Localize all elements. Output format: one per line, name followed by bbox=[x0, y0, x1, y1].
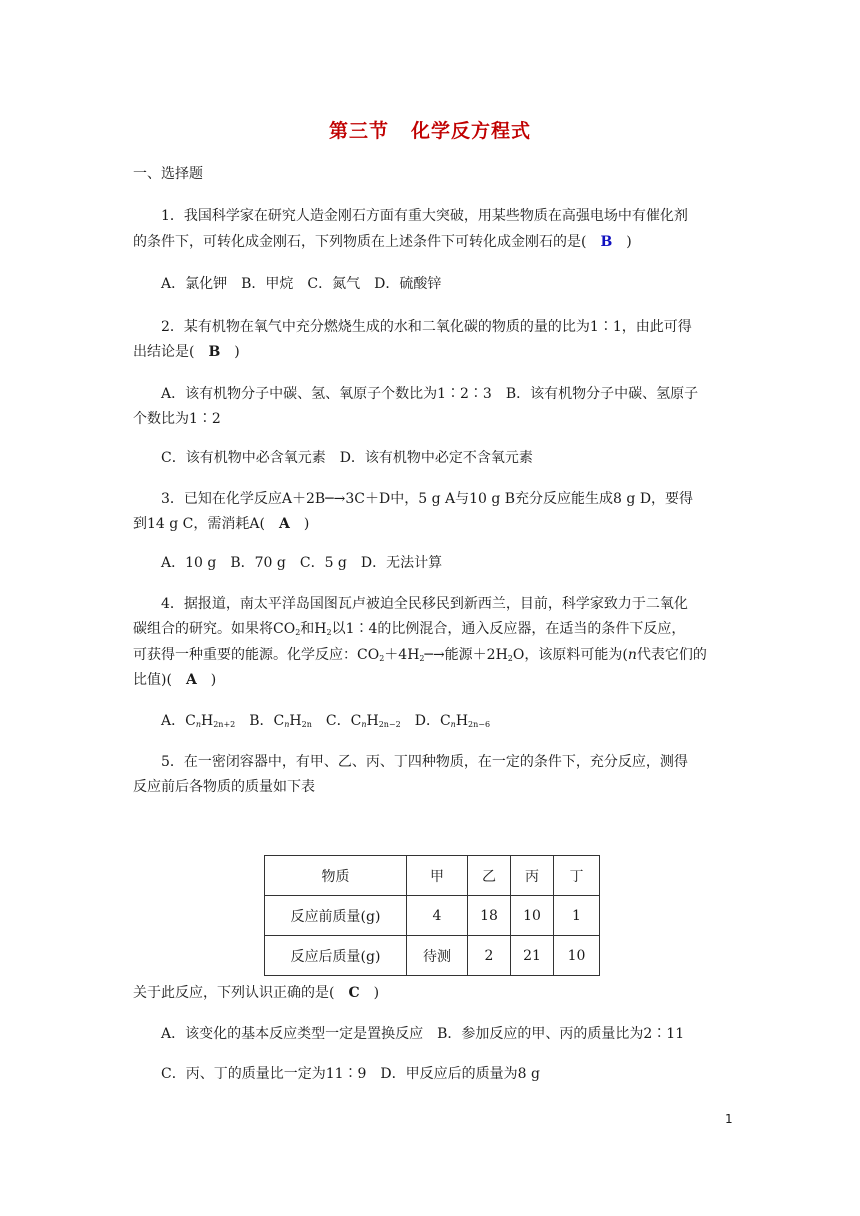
table-cell: 待测 bbox=[407, 936, 468, 976]
table-cell: 21 bbox=[511, 936, 554, 976]
question-5-option-cd: C．丙、丁的质量比一定为11∶9 D．甲反应后的质量为8 g bbox=[161, 1066, 540, 1082]
table-cell: 反应后质量(g) bbox=[265, 936, 407, 976]
question-2-option-ab-cont: 个数比为1∶2 bbox=[133, 411, 221, 427]
table-row bbox=[265, 896, 600, 936]
table-cell: 4 bbox=[407, 896, 468, 936]
question-3-stem-cont: 到14 g C，需消耗A( A ) bbox=[133, 516, 310, 532]
question-4-stem-line2: 碳组合的研究。如果将$CO_2$和$H_2$以1∶4的比例混合，通入反应器，在适当的条件下反应， bbox=[133, 621, 686, 637]
table-header-cell: 丁 bbox=[554, 856, 600, 896]
question-4-stem-line4: 比值)( A ) bbox=[133, 672, 217, 688]
question-5-stem-cont: 反应前后各物质的质量如下表 bbox=[133, 779, 315, 795]
table-cell: 18 bbox=[468, 896, 511, 936]
page-title: 第三节 化学反方程式 bbox=[328, 120, 532, 142]
question-5-answer: C bbox=[348, 985, 360, 1001]
question-2-option-cd: C．该有机物中必含氧元素 D．该有机物中必定不含氧元素 bbox=[161, 450, 533, 466]
question-5-prompt: 关于此反应，下列认识正确的是( C ) bbox=[133, 985, 380, 1001]
question-3-answer: A bbox=[278, 516, 290, 532]
question-3-options: A．10 g B．70 g C．5 g D．无法计算 bbox=[161, 555, 443, 571]
table-cell: 10 bbox=[554, 936, 600, 976]
question-2-answer: B bbox=[208, 344, 221, 360]
table-header-row bbox=[265, 856, 600, 896]
question-4-options: A．$C_nH_{2n+2}$ B．$C_nH_{2n}$ C．$C_nH_{2n-2}$ D．$C_nH_{2n-6}$ bbox=[161, 713, 491, 729]
mass-table bbox=[264, 855, 600, 976]
question-2-option-ab: A．该有机物分子中碳、氢、氧原子个数比为1∶2∶3 B．该有机物分子中碳、氢原子 bbox=[161, 386, 699, 402]
question-5-stem: 5．在一密闭容器中，有甲、乙、丙、丁四种物质，在一定的条件下，充分反应，测得 bbox=[161, 754, 688, 770]
question-1-stem-cont: 的条件下，可转化成金刚石，下列物质在上述条件下可转化成金刚石的是( B ) bbox=[133, 234, 632, 250]
table-cell: 反应前质量(g) bbox=[265, 896, 407, 936]
section-heading: 一、选择题 bbox=[133, 166, 203, 182]
question-2-stem-cont: 出结论是( B ) bbox=[133, 344, 240, 360]
question-4-answer: A bbox=[185, 672, 197, 688]
table-header-cell: 物质 bbox=[265, 856, 407, 896]
question-1-answer: B bbox=[600, 234, 613, 250]
question-4-stem-line3: 可获得一种重要的能源。化学反应：$CO_2+4H_2─\to$能源$+2H_2O$，该原料可能为(n代表它们的 bbox=[133, 647, 707, 663]
question-1-options: A．氯化钾 B．甲烷 C．氮气 D．硫酸锌 bbox=[161, 276, 442, 292]
table-header-cell: 甲 bbox=[407, 856, 468, 896]
table-header-cell: 丙 bbox=[511, 856, 554, 896]
page-number: 1 bbox=[725, 1112, 733, 1126]
table-cell: 1 bbox=[554, 896, 600, 936]
question-5-option-ab: A．该变化的基本反应类型一定是置换反应 B．参加反应的甲、丙的质量比为2∶11 bbox=[161, 1026, 685, 1042]
question-3-stem: 3．已知在化学反应A＋2B─→3C＋D中，5 g A与10 g B充分反应能生成8 g D，要得 bbox=[161, 491, 694, 507]
question-2-stem: 2．某有机物在氧气中充分燃烧生成的水和二氧化碳的物质的量的比为1∶1，由此可得 bbox=[161, 319, 692, 335]
table-cell: 2 bbox=[468, 936, 511, 976]
table-cell: 10 bbox=[511, 896, 554, 936]
table-row bbox=[265, 936, 600, 976]
question-4-stem: 4．据报道，南太平洋岛国图瓦卢被迫全民移民到新西兰，目前，科学家致力于二氧化 bbox=[161, 596, 688, 612]
question-1-stem: 1．我国科学家在研究人造金刚石方面有重大突破，用某些物质在高强电场中有催化剂 bbox=[161, 208, 688, 224]
table-header-cell: 乙 bbox=[468, 856, 511, 896]
